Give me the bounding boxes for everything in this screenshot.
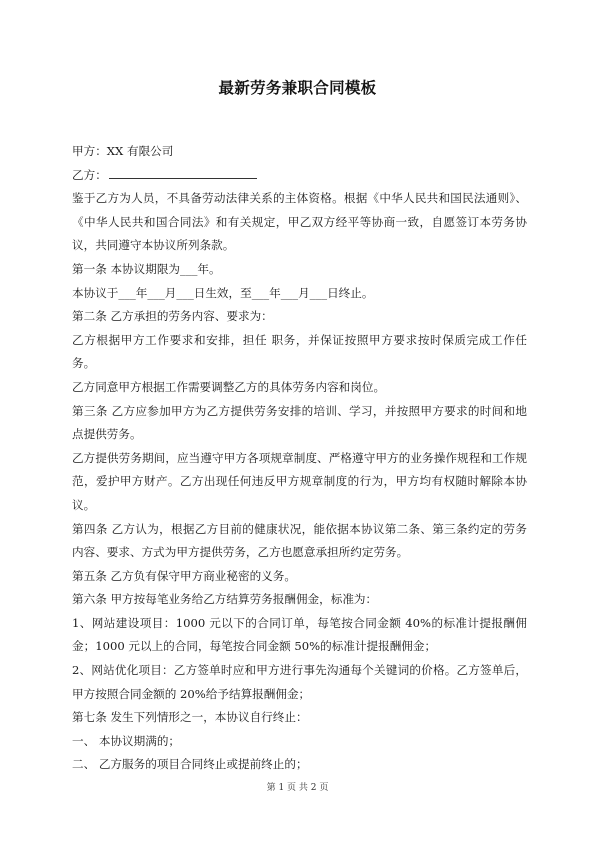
paragraph: 第五条 乙方负有保守甲方商业秘密的义务。 [72,568,296,583]
page-footer: 第 1 页 共 2 页 [266,783,329,793]
paragraph: 乙方根据甲方工作要求和安排，担任 职务，并保证按照甲方要求按时保质完成工作任务。 [72,332,527,371]
paragraph: 第二条 乙方承担的劳务内容、要求为： [72,309,273,324]
document-title: 最新劳务兼职合同模板 [218,79,377,97]
paragraph: 2、网站优化项目：乙方签单时应和甲方进行事先沟通每个关键词的价格。乙方签单后，甲方按照合同金额的 20%给予结算报酬佣金； [72,663,527,701]
paragraph: 第三条 乙方应参加甲方为乙方提供劳务安排的培训、学习，并按照甲方要求的时间和地点提供劳务。 [72,403,527,442]
paragraph: 1、网站建设项目：1000 元以下的合同订单，每笔按合同金额 40%的标准计提报酬佣金；1000 元以上的合同，每笔按合同金额 50%的标准计提报酬佣金； [72,615,527,654]
paragraph: 乙方同意甲方根据工作需要调整乙方的具体劳务内容和岗位。 [72,379,386,394]
paragraph: 二、 乙方服务的项目合同终止或提前终止的； [72,757,308,772]
paragraph: 鉴于乙方为人员，不具备劳动法律关系的主体资格。根据《中华人民共和国民法通则》、《中华人民共和国合同法》和有关规定，甲乙双方经平等协商一致，自愿签订本劳务协议，共同遵守本协议所列条款。 [72,191,527,253]
paragraph: 第七条 发生下列情形之一，本协议自行终止： [72,710,308,725]
party-b-blank [109,166,257,179]
paragraph: 第一条 本协议期限为___年。 [72,261,221,276]
contract-body [72,140,527,777]
paragraph: 本协议于___年___月___日生效，至___年___月___日终止。 [72,285,374,300]
party-a-line: 甲方：XX 有限公司 [72,144,174,158]
paragraph: 第四条 乙方认为，根据乙方目前的健康状况，能依据本协议第二条、第三条约定的劳务内容、要求、方式为甲方提供劳务，乙方也愿意承担所约定劳务。 [72,521,527,560]
paragraph: 乙方提供劳务期间，应当遵守甲方各项规章制度、严格遵守甲方的业务操作规程和工作规范，爱护甲方财产。乙方出现任何违反甲方规章制度的行为，甲方均有权随时解除本协议。 [72,450,527,512]
paragraph: 第六条 甲方按每笔业务给乙方结算劳务报酬佣金，标准为： [72,592,378,607]
paragraph: 一、 本协议期满的； [72,733,181,748]
party-b-label: 乙方： [72,167,107,182]
party-b-line [72,164,527,188]
